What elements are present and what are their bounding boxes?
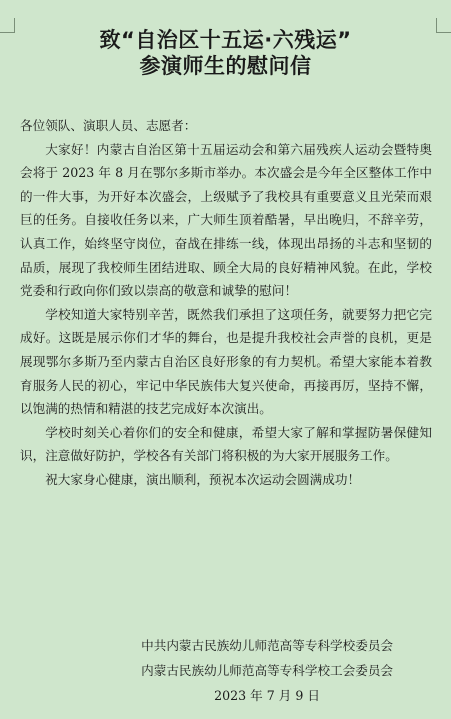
letter-title-line-2: 参演师生的慰问信 [139, 54, 312, 78]
signature-block [141, 633, 393, 708]
letter-title-line-1: 致“自治区十五运·六残运” [99, 28, 352, 52]
paragraph-safety: 学校时刻关心着你们的安全和健康，希望大家了解和掌握防暑保健知识，注意做好防护，学校各有关部门将积极的为大家开展服务工作。 [20, 424, 432, 464]
paragraph-wishes: 祝大家身心健康，演出顺利，预祝本次运动会圆满成功！ [45, 471, 361, 487]
signature-date: 2023 年 7 月 9 日 [214, 688, 320, 703]
letter-body [20, 114, 432, 492]
paragraph-hope: 学校知道大家特别辛苦，既然我们承担了这项任务，就要努力把它完成好。这既是展示你们才华的舞台，也是提升我校社会声誉的良机，更是展现鄂尔多斯乃至内蒙古自治区良好形象的有力契机。希望大家能本着教育服务人民的初心，牢记中华民族伟大复兴使命，再接再厉，坚持不懈，以饱满的热情和精湛的技艺完成好本次演出。 [20, 306, 432, 417]
paragraph-greeting: 大家好！内蒙古自治区第十五届运动会和第六届残疾人运动会暨特奥会将于 2023 年 8 月在鄂尔多斯市举办。本次盛会是今年全区整体工作中的一件大事，为开好本次盛会，上级赋予了我校具有重要意义且光荣而艰巨的任务。自接收任务以来，广大师生顶着酷暑，早出晚归，不辞辛劳，认真工作，始终坚守岗位，奋战在排练一线，体现出昂扬的斗志和坚韧的品质，展现了我校师生团结进取、顾全大局的良好精神风貌。在此，学校党委和行政向你们致以崇高的敬意和诚挚的慰问！ [20, 141, 432, 299]
salutation: 各位领队、演职人员、志愿者： [20, 118, 197, 133]
signature-union-committee: 内蒙古民族幼儿师范高等专科学校工会委员会 [141, 663, 393, 678]
signature-party-committee: 中共内蒙古民族幼儿师范高等专科学校委员会 [141, 638, 393, 653]
